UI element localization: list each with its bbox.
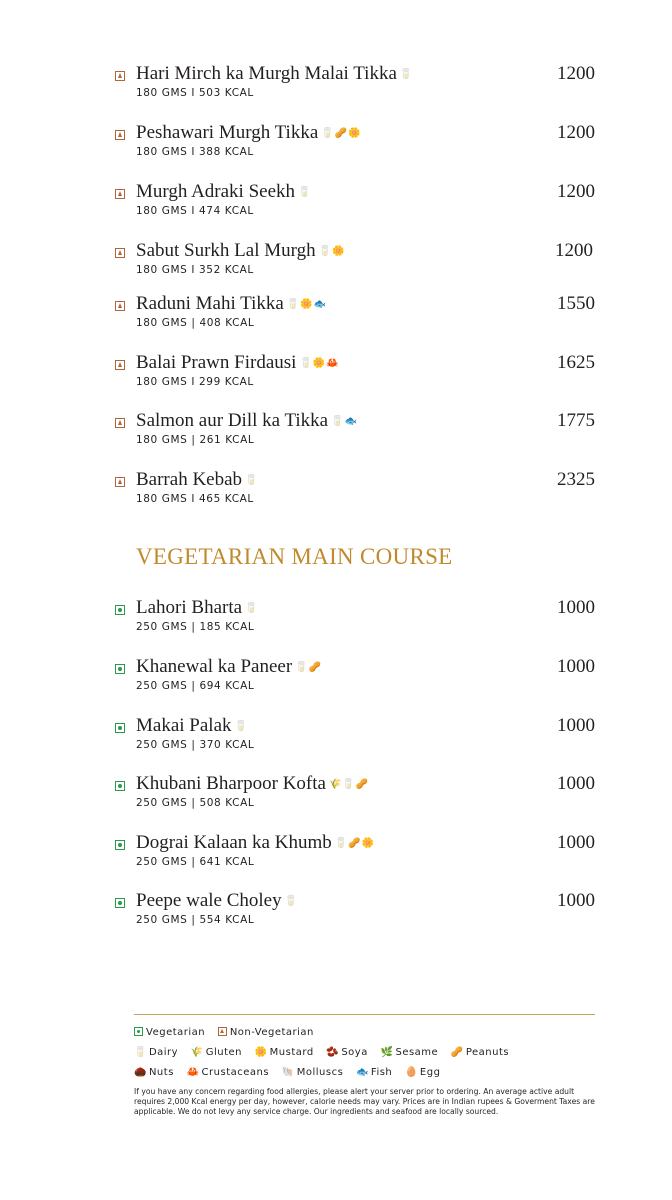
non-veg-marker-icon — [115, 189, 125, 199]
non-veg-marker-icon — [115, 248, 125, 258]
dish-portion: 180 GMS | 408 KCAL — [136, 317, 255, 329]
dish-name: Dograi Kalaan ka Khumb 🥛🥜🌼 — [136, 832, 376, 853]
dish-price: 1200 — [557, 63, 595, 84]
menu-item — [0, 597, 672, 643]
allergy-note: If you have any concern regarding food allergies, please alert your server prior to ordering. An average active adult requires 2,000 Kcal energy per day, however, calorie needs may vary. Prices are in Indian rupees & Goverment Taxes are applicable. We do not levy any service charge. Our ingredients and seafood are locally sourced. — [134, 1087, 595, 1116]
allergen-icons: 🥛🐟 — [331, 416, 359, 427]
dish-name: Peshawari Murgh Tikka 🥛🥜🌼 — [136, 122, 362, 143]
dish-name: Raduni Mahi Tikka 🥛🌼🐟 — [136, 293, 328, 314]
menu-item — [0, 715, 672, 761]
legend-allergens-row — [134, 1047, 595, 1058]
menu-item — [0, 410, 672, 456]
allergen-icons: 🥛 — [298, 187, 312, 198]
menu-item — [0, 181, 672, 227]
sesame-icon: 🌿 — [380, 1047, 394, 1058]
menu-item — [0, 63, 672, 109]
dish-price: 1000 — [557, 715, 595, 736]
dish-name: Khanewal ka Paneer 🥛🥜 — [136, 656, 323, 677]
non-veg-marker-icon — [115, 71, 125, 81]
dish-portion: 250 GMS | 185 KCAL — [136, 621, 255, 633]
veg-marker-icon — [115, 898, 125, 908]
dish-portion: 180 GMS I 503 KCAL — [136, 87, 254, 99]
dish-portion: 180 GMS I 465 KCAL — [136, 493, 254, 505]
legend-crustaceans: 🦀 Crustaceans — [186, 1067, 270, 1078]
legend-nuts: 🌰 Nuts — [134, 1067, 174, 1078]
veg-marker-icon — [115, 605, 125, 615]
dish-name: Makai Palak 🥛 — [136, 715, 248, 736]
allergen-icons: 🥛 — [234, 721, 248, 732]
veg-marker-icon — [115, 664, 125, 674]
dish-name: Sabut Surkh Lal Murgh 🥛🌼 — [136, 240, 346, 261]
menu-item — [0, 122, 672, 168]
dish-price: 1000 — [557, 656, 595, 677]
dish-price: 1200 — [555, 240, 593, 261]
dish-price: 1200 — [557, 181, 595, 202]
veg-marker-icon — [115, 781, 125, 791]
fish-icon: 🐟 — [355, 1067, 369, 1078]
mustard-icon: 🌼 — [254, 1047, 268, 1058]
legend — [134, 1014, 595, 1117]
legend-mustard: 🌼 Mustard — [254, 1047, 314, 1058]
legend-soya: 🫘 Soya — [326, 1047, 368, 1058]
egg-icon: 🥚 — [404, 1067, 418, 1078]
menu-item — [0, 773, 672, 819]
non-veg-marker-icon — [115, 477, 125, 487]
menu-item — [0, 832, 672, 878]
menu-item — [0, 656, 672, 702]
dish-portion: 250 GMS | 694 KCAL — [136, 680, 255, 692]
dish-portion: 250 GMS | 508 KCAL — [136, 797, 255, 809]
molluscs-icon: 🐚 — [281, 1067, 295, 1078]
crustaceans-icon: 🦀 — [186, 1067, 200, 1078]
allergen-icons: 🥛🥜🌼 — [321, 128, 362, 139]
dish-price: 1200 — [557, 122, 595, 143]
menu-item — [0, 469, 672, 515]
dish-price: 1000 — [557, 597, 595, 618]
menu-item — [0, 240, 672, 286]
legend-dairy: 🥛 Dairy — [134, 1047, 179, 1058]
veg-marker-icon — [115, 840, 125, 850]
menu-item — [0, 293, 672, 339]
nuts-icon: 🌰 — [134, 1067, 147, 1078]
allergen-icons: 🥛🌼 — [318, 246, 346, 257]
menu-item — [0, 890, 672, 936]
dairy-icon: 🥛 — [134, 1047, 147, 1058]
legend-gluten: 🌾 Gluten — [190, 1047, 243, 1058]
legend-peanuts: 🥜 Peanuts — [450, 1047, 510, 1058]
dish-name: Hari Mirch ka Murgh Malai Tikka 🥛 — [136, 63, 414, 84]
allergen-icons: 🥛🌼🦀 — [299, 358, 340, 369]
non-veg-marker-icon — [218, 1027, 227, 1036]
allergen-icons: 🥛🌼🐟 — [286, 299, 328, 310]
dish-price: 1775 — [557, 410, 595, 431]
dish-portion: 180 GMS I 388 KCAL — [136, 146, 254, 158]
allergen-icons: 🥛 — [245, 475, 259, 486]
dish-price: 1550 — [557, 293, 595, 314]
soya-icon: 🫘 — [326, 1047, 340, 1058]
legend-egg: 🥚 Egg — [404, 1067, 441, 1078]
legend-vegetarian: Vegetarian — [134, 1027, 205, 1038]
dish-price: 1000 — [557, 832, 595, 853]
gluten-icon: 🌾 — [190, 1047, 204, 1058]
dish-name: Balai Prawn Firdausi 🥛🌼🦀 — [136, 352, 340, 373]
allergen-icons: 🌾🥛🥜 — [328, 779, 370, 790]
dish-name: Khubani Bharpoor Kofta 🌾🥛🥜 — [136, 773, 370, 794]
allergen-icons: 🥛 — [399, 69, 414, 80]
legend-diet-row — [134, 1027, 595, 1038]
non-veg-marker-icon — [115, 360, 125, 370]
dish-price: 1625 — [557, 352, 595, 373]
dish-portion: 250 GMS | 370 KCAL — [136, 739, 255, 751]
dish-portion: 180 GMS I 299 KCAL — [136, 376, 254, 388]
allergen-icons: 🥛🥜🌼 — [334, 838, 376, 849]
dish-portion: 250 GMS | 641 KCAL — [136, 856, 255, 868]
legend-molluscs: 🐚 Molluscs — [281, 1067, 344, 1078]
allergen-icons: 🥛 — [284, 896, 299, 907]
dish-portion: 180 GMS I 474 KCAL — [136, 205, 254, 217]
dish-name: Salmon aur Dill ka Tikka 🥛🐟 — [136, 410, 359, 431]
allergen-icons: 🥛 — [245, 603, 259, 614]
dish-portion: 250 GMS | 554 KCAL — [136, 914, 255, 926]
non-veg-marker-icon — [115, 418, 125, 428]
dish-name: Murgh Adraki Seekh 🥛 — [136, 181, 312, 202]
legend-fish: 🐟 Fish — [355, 1067, 393, 1078]
menu-item — [0, 352, 672, 398]
dish-price: 1000 — [557, 773, 595, 794]
non-veg-marker-icon — [115, 301, 125, 311]
dish-name: Barrah Kebab 🥛 — [136, 469, 259, 490]
legend-non-vegetarian: Non-Vegetarian — [218, 1027, 314, 1038]
dish-name: Peepe wale Choley 🥛 — [136, 890, 299, 911]
veg-marker-icon — [115, 723, 125, 733]
dish-name: Lahori Bharta 🥛 — [136, 597, 259, 618]
allergen-icons: 🥛🥜 — [295, 662, 323, 673]
dish-portion: 180 GMS | 261 KCAL — [136, 434, 255, 446]
veg-marker-icon — [134, 1027, 143, 1036]
non-veg-marker-icon — [115, 130, 125, 140]
legend-allergens-row — [134, 1067, 595, 1078]
dish-price: 1000 — [557, 890, 595, 911]
dish-price: 2325 — [557, 469, 595, 490]
legend-sesame: 🌿 Sesame — [380, 1047, 439, 1058]
dish-portion: 180 GMS I 352 KCAL — [136, 264, 254, 276]
section-title: VEGETARIAN MAIN COURSE — [136, 544, 453, 569]
peanuts-icon: 🥜 — [450, 1047, 464, 1058]
